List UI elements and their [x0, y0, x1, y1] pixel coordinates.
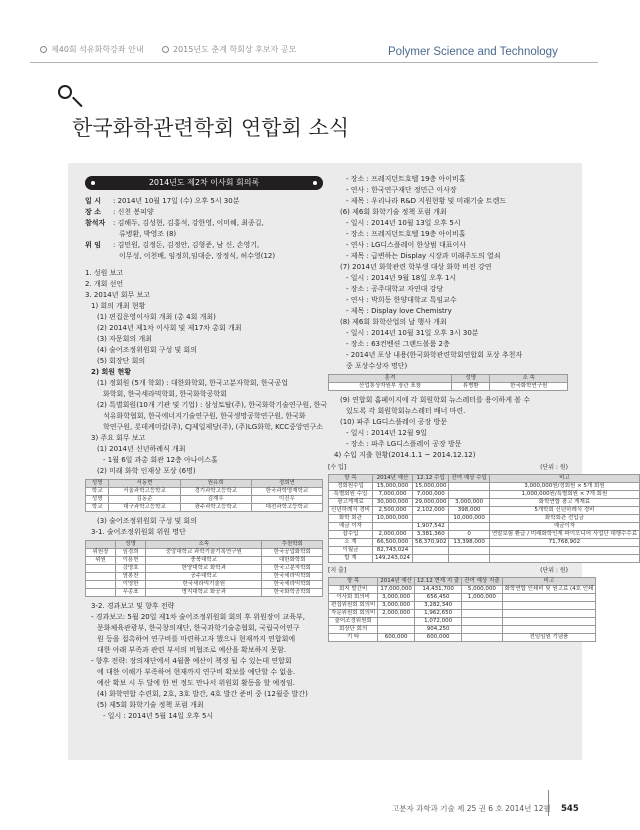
table-cell: 특별회원 수입 — [329, 491, 373, 499]
table-cell: 1,962,650 — [414, 610, 461, 618]
table-header-cell: 추천학회 — [262, 541, 323, 549]
agenda-list-2 — [85, 516, 323, 538]
table-header-cell: 서동현 — [109, 480, 180, 488]
text-line: - 일시 : 2014년 10월 13일 오후 5시 — [346, 219, 461, 227]
banner-dot-icon — [313, 181, 317, 185]
table-cell: 2,102,000 — [412, 507, 449, 515]
table-cell: 술어조정위원회 — [329, 618, 378, 626]
text-line: (5) 제5회 화학기술 정책 포럼 개최 — [97, 701, 204, 709]
table-row — [329, 539, 640, 547]
table-cell: 임경희 — [116, 549, 146, 557]
table-cell: 149,243,024 — [372, 555, 412, 563]
text-line: - 장소 : 공주대학교 자연대 강당 — [346, 285, 444, 293]
table-cell: 656,450 — [414, 594, 461, 602]
table-row — [329, 491, 640, 499]
table-cell — [86, 581, 116, 589]
table-cell: 회지 발간비 — [329, 586, 378, 594]
table-cell: 학교 — [86, 488, 109, 496]
award-table — [85, 479, 323, 512]
table-cell: 성명 — [86, 496, 109, 504]
table-cell: 71,768,902 — [489, 539, 639, 547]
text-line: (9) 연합회 홈페이지에 각 회원학회 뉴스레터를 용이하게 볼 수 — [340, 396, 531, 404]
table-cell: 0 — [449, 531, 489, 539]
meeting-date: 일 시 : 2014년 10월 17일 (수) 오후 5시 30분 — [85, 197, 240, 205]
text-line: 1) 회의 개최 현황 — [91, 302, 146, 310]
meeting-banner: 2014년도 제2차 이사회 회의록 — [85, 176, 323, 190]
table-row — [86, 573, 323, 581]
table-header-cell: 훈격 — [329, 375, 452, 383]
banner-dot-icon — [91, 181, 95, 185]
table-row — [86, 488, 323, 496]
table-cell: 위원 — [86, 557, 116, 565]
text-line: (3) 술어조정위원회 구성 및 회의 — [97, 517, 197, 525]
table-cell: 1,000,000원/특별회원 × 7개 회원 — [489, 491, 639, 499]
text-line: - 장소 : 파주 LG디스플레이 공장 방문 — [346, 440, 462, 448]
table-cell: 한국세라믹학회 — [262, 581, 323, 589]
table-cell — [449, 555, 489, 563]
table-cell: 김재우 — [180, 496, 251, 504]
table-header-cell: 비고 — [502, 578, 596, 586]
text-line: (1) 2014년 신년하례식 개최 — [97, 445, 186, 453]
table-row — [329, 507, 640, 515]
table-header-cell — [86, 541, 116, 549]
text-line: - 제목 : 급변하는 Display 시장과 미래주도의 열쇠 — [346, 252, 501, 260]
table-cell: 산업통상자원부 장관 표창 — [329, 383, 452, 391]
magnifier-handle-icon — [72, 97, 83, 108]
table-cell: 한국화학연구원 — [490, 383, 568, 391]
text-line: (2) 2014년 제1차 이사회 및 제17차 총회 개최 — [97, 324, 242, 332]
table-cell: 30,000,000 — [372, 499, 412, 507]
text-line: - 장소 : 프레지던트호텔 19층 아이비홀 — [346, 175, 466, 183]
table-cell: 대전과학고등학교 — [251, 504, 322, 512]
table-row — [86, 581, 323, 589]
table-row — [329, 602, 596, 610]
table-cell: 398,000 — [449, 507, 489, 515]
text-line: - 제목 : 우리나라 R&D 지원현황 및 미래기술 트렌드 — [346, 197, 507, 205]
table-cell — [462, 634, 502, 642]
text-line: (4) 화학연합 수련회, 2호, 3호 발간, 4호 발간 준비 중 (12월중 발간) — [97, 690, 308, 698]
table-cell — [449, 523, 489, 531]
table-cell: 5,000,000 — [462, 586, 502, 594]
table-cell: 강영호 — [116, 565, 146, 573]
table-cell: 경기과학고등학교 — [180, 488, 251, 496]
table-row — [329, 594, 596, 602]
table-cell: 이진우 — [251, 496, 322, 504]
expense-caption: [지 출] (단위 : 원) — [328, 567, 568, 574]
text-line: 문화체육관광부, 한국창의재단, 한국과학기술총협회, 국립국어연구 — [97, 624, 300, 632]
text-line: - 2014년 포상 내용(한국화학관련학회연합회 포상 추천자 — [346, 351, 523, 359]
table-cell: 편집위원회 회의비 — [329, 602, 378, 610]
journal-issue: 고분자 과학과 기술 제 25 권 6 호 2014년 12월 — [392, 804, 551, 813]
text-line: (1) 정회원 (5개 학회) : 대한화학회, 한국고분자학회, 한국공업 — [97, 379, 288, 387]
table-header-cell: 잔여 예상 수입 — [449, 475, 489, 483]
circle-bullet-icon — [40, 46, 47, 53]
table-header-cell: 성명 — [451, 375, 489, 383]
table-cell: 화학회관 전입금 — [489, 515, 639, 523]
text-line: 예산 확보 시 두 달에 한 번 정도 만나서 위원회 활동을 할 예정임. — [97, 679, 295, 687]
table-cell: 7,000,000 — [412, 491, 449, 499]
table-cell: 이영한 — [116, 581, 146, 589]
table-cell — [378, 618, 415, 626]
table-cell: 광주과학고등학교 — [180, 504, 251, 512]
text-line: 학연구원, 롯데케미칼(주), CJ제일제당(주), (주)LG화학, KCC중앙연구소 — [103, 423, 323, 431]
table-cell: 한국세라믹학회 — [262, 573, 323, 581]
income-table — [328, 474, 640, 563]
table-row — [86, 589, 323, 597]
text-line: (2) 특별회원(10개 기관 및 기업) : 삼성토탈(주), 한국화학기술연구원, 한국 — [97, 401, 328, 409]
table-row — [329, 626, 596, 634]
table-cell: 이용헌 — [116, 557, 146, 565]
table-cell: 한국화학공학회 — [262, 589, 323, 597]
table-header-cell: 2014년 예산 — [372, 475, 412, 483]
meeting-proxies: 위 임 : 김민원, 김정돈, 김정안, 김형준, 남 신, 손영기, — [85, 241, 260, 249]
text-line: 있도록 각 회원학회뉴스레터 배너 마련. — [346, 407, 466, 415]
table-row — [329, 531, 640, 539]
circle-bullet-icon — [162, 46, 169, 53]
table-cell — [86, 565, 116, 573]
table-cell: 염봉찬 — [116, 573, 146, 581]
table-cell: 13,398,000 — [449, 539, 489, 547]
table-cell — [502, 610, 596, 618]
table-cell — [378, 626, 415, 634]
text-line: 3. 2014년 회무 보고 — [85, 291, 150, 299]
table-row — [329, 499, 640, 507]
table-cell: 600,000 — [378, 634, 415, 642]
table-cell: 한국고분자학회 — [262, 565, 323, 573]
table-header-cell: 2014년 예산 — [378, 578, 415, 586]
table-row — [86, 496, 323, 504]
table-cell: 예금 이자 — [329, 523, 373, 531]
table-cell: 자문위원회 회의비 — [329, 610, 378, 618]
text-line: - 연사 : LG디스플레이 한상범 대표이사 — [346, 241, 467, 249]
text-line: - 연사 : 박희동 한양대학교 특임교수 — [346, 296, 457, 304]
table-cell: 중앙대학교 과학기술기록연구원 — [146, 549, 262, 557]
text-line: 중 포상수상자 명단) — [346, 362, 408, 370]
text-line: 4) 수입 지출 현황(2014.1.1 ~ 2014.12.12) — [334, 451, 476, 459]
text-line: (3) 자문회의 개최 — [97, 335, 152, 343]
text-line: 대한 아래 부족과 관련 부서의 비협조로 예산을 확보하지 못함. — [97, 646, 287, 654]
table-row — [329, 523, 640, 531]
text-line: - 연사 : 한국연구재단 정민근 이사장 — [346, 186, 457, 194]
table-cell: 15,000,000 — [412, 483, 449, 491]
table-row — [329, 634, 596, 642]
expense-table — [328, 577, 596, 642]
magnifier-ring-icon — [58, 85, 72, 99]
text-line: (1) 편집운영이사회 개최 (총 4회 개최) — [97, 313, 216, 321]
text-line: - 일시 : 2014년 12월 9일 — [346, 429, 427, 437]
table-cell: 예금이자 — [489, 523, 639, 531]
table-cell: 7,000,000 — [372, 491, 412, 499]
text-line: 3-1. 술어조정위원회 위원 명단 — [91, 528, 186, 536]
table-header-cell: 12.12 수입 — [412, 475, 449, 483]
text-line: 3-2. 경과보고 및 향후 전략 — [91, 602, 175, 610]
text-line: (10) 파주 LG디스플레이 공장 방문 — [340, 418, 447, 426]
table-cell: 서울과학고등학교 — [109, 488, 180, 496]
journal-name: Polymer Science and Technology — [388, 46, 558, 58]
text-line: (7) 2014년 화학관련 학부생 대상 화학 비전 강연 — [340, 263, 492, 271]
table-cell: 대한화학회 — [262, 557, 323, 565]
text-line: - 일시 : 2014년 9월 18일 오후 1시 — [346, 274, 457, 282]
table-cell — [462, 618, 502, 626]
table-header-cell: 항 목 — [329, 578, 378, 586]
table-cell: 2,000,000 — [372, 531, 412, 539]
text-line: 석유화학협회, 한국에너지기술연구원, 한국생명공학연구원, 한국화 — [103, 412, 306, 420]
page-header — [0, 0, 619, 64]
table-cell: 학교 — [86, 504, 109, 512]
table-cell: 충북대학교 — [146, 557, 262, 565]
header-divider — [30, 62, 598, 63]
table-cell: 1,000,000 — [462, 594, 502, 602]
table-cell — [412, 547, 449, 555]
agenda-list-right — [328, 174, 568, 372]
table-cell: 회장단 회의 — [329, 626, 378, 634]
table-header-cell: 정희연 — [251, 480, 322, 488]
table-row — [329, 547, 640, 555]
table-cell: 류병환 — [451, 383, 489, 391]
meeting-attendees: 참석자 : 김해두, 김성현, 김홍석, 강한영, 이미혜, 최종길, — [85, 219, 264, 227]
table-cell — [449, 547, 489, 555]
table-cell: 10,000,000 — [449, 515, 489, 523]
table-cell — [489, 547, 639, 555]
table-cell: 17,000,000 — [378, 586, 415, 594]
table-cell: 58,370,902 — [412, 539, 449, 547]
table-cell — [86, 589, 116, 597]
table-row — [329, 383, 568, 391]
agenda-list — [85, 268, 328, 477]
table-cell — [462, 626, 502, 634]
table-cell: 14,431,700 — [414, 586, 461, 594]
table-cell: 합 계 — [329, 555, 373, 563]
table-row — [86, 549, 323, 557]
table-header-cell: 비고 — [489, 475, 639, 483]
table-cell: 정회원수입 — [329, 483, 373, 491]
table-cell — [502, 602, 596, 610]
table-cell — [462, 610, 502, 618]
table-header-cell: 원유희 — [180, 480, 251, 488]
text-line: 1. 성원 보고 — [85, 269, 124, 277]
table-cell — [86, 573, 116, 581]
breadcrumb-item[interactable]: 제40회 석유화학강좌 안내 — [40, 44, 144, 55]
text-line: - 장소 : 프레지던트호텔 19층 아이비홀 — [346, 230, 466, 238]
table-row — [329, 483, 640, 491]
table-cell: 3,000,000 — [378, 594, 415, 602]
text-line: (4) 술어조정위원회 구성 및 회의 — [97, 346, 197, 354]
text-line: - 장소 : 63컨벤션 그랜드볼룸 2층 — [346, 340, 450, 348]
text-line: (5) 회장단 회의 — [97, 357, 146, 365]
table-cell — [449, 491, 489, 499]
table-cell: 한국세라믹기술원 — [146, 581, 262, 589]
table-cell — [502, 618, 596, 626]
page-number: 545 — [560, 804, 579, 814]
text-line: 2. 개회 선언 — [85, 280, 124, 288]
right-column — [328, 174, 638, 646]
table-cell: 연말보험 환급 / 미래화학인재 파이오니어 사업단 대행수수료 — [489, 531, 639, 539]
text-line: - 일시 : 2014년 10월 31일 오후 3시 30분 — [346, 329, 479, 337]
agenda-list-3 — [85, 601, 323, 722]
table-cell: 화학연합 인쇄비 및 원고료 (4호 인쇄 — [502, 586, 596, 594]
meeting-place: 장 소 : 신천 봉피양 — [85, 208, 154, 216]
table-cell: 1,907,542 — [412, 523, 449, 531]
table-cell — [372, 523, 412, 531]
table-cell: 무종표 — [116, 589, 146, 597]
table-row — [86, 504, 323, 512]
table-cell: 위원장 — [86, 549, 116, 557]
table-cell: 한양대학교 화학과 — [146, 565, 262, 573]
table-cell: 한국과학영재학교 — [251, 488, 322, 496]
table-header-cell: 잔여 예상 지출 — [462, 578, 502, 586]
text-line: 에 대한 이해가 부족하여 현재까지 연구비 확보를 예단할 수 없음. — [97, 668, 296, 676]
table-header-cell: 소 속 — [490, 375, 568, 383]
text-line: - 향후 전략: 장의재단에서 4월쯤 예산이 책정 될 수 있는데 연합회 — [91, 657, 292, 665]
table-cell: 3,000,000 — [378, 602, 415, 610]
table-row — [86, 557, 323, 565]
table-cell: 2,000,000 — [378, 610, 415, 618]
text-line: - 1월 6일 과총 회관 12층 아나이스홀 — [103, 456, 218, 464]
table-cell: 김동준 — [109, 496, 180, 504]
table-cell: 공주대학교 — [146, 573, 262, 581]
table-row — [329, 610, 596, 618]
table-cell: 82,743,024 — [372, 547, 412, 555]
text-line: - 경과보고: 5월 20일 제1차 술어조정위원회 회의 후 위원장이 교육부, — [91, 613, 305, 621]
table-cell: 한국공업화학회 — [262, 549, 323, 557]
table-cell — [412, 515, 449, 523]
text-line: 3) 주요 회무 보고 — [91, 434, 146, 442]
table-row — [329, 515, 640, 523]
table-cell: 명지대학교 화공과 — [146, 589, 262, 597]
table-header-cell: 성명 — [116, 541, 146, 549]
table-cell: 600,000 — [414, 634, 461, 642]
page-footer — [392, 803, 579, 814]
left-column: 2014년도 제2차 이사회 회의록 일 시 : 2014년 10월 17일 (수) 오후 5시 30분 장 소 : 신천 봉피양 참석자 : 김해두, 김성현, 김홍석, 강한영, 이미혜, 최종길, 류병환, 박영조 (8) 위 임 : 김민원, 김정돈, 김정안, 김형준, 남 신, 손영기, 이무성, 이천배, 임정희,임대순, 장정식, 허수영(12) 1. 성원 보고 2. 개회 선언 3. 2014년 회무 보고 1) 회의 개최 현황 (1) 편집운영이사회 개최 (총 4회 개최) (2) 2014년 제1차 이사회 및 제17차 총회 개최 (3) 자문회의 개최 (4) 술어조정위원회 구성 및 회의 (5) 회장단 회의 2) 회원 현황 (1) 정회원 (5개 학회) : 대한화학회, 한국고분자학회, 한국공업 화학회, 한국세라믹학회, 한국화학공학회 (2) 특별회원(10개 기관 및 기업) : 삼성토탈(주), 한국화학기술연구원, 한국 석유화학협회, 한국에너지기술연구원, 한국생명공학연구원, 한국화 학연구원, 롯데케미칼(주), CJ제일제당(주), (주)LG화학, KCC중앙연구소 3) 주요 회무 보고 (1) 2014년 신년하례식 개최 - 1월 6일 과총 회관 12층 아나이스홀 (2) 미래 화학 인재상 포상 (6명) 성명 서동현 원유희 정희연 학교 서울과학고등학교 경기과학고등학교 한국과학영재학교 성명 김동준 김재우 이진우 학교 대구과학고등학교 광주과학고등학교 대전과학고등학교 (3) 술어조정위원회 구성 및 회의 3-1. 술어조정위원회 위원 명단 성명 소속 추천학회 위원장 임경희 중앙대학교 과학기술기록연구원 한국공업화학회 위원 이용헌 충북대학교 대한화학회 강영호 한양대학교 화학과 한국고분자학회 염봉찬 공주대학교 한국세라믹학회 이영한 한국세라믹기술원 한국세라믹학회 무종표 명지대학교 화공과 한국화학공학회 3-2. 경과보고 및 향후 전략 - 경과보고: 5월 20일 제1차 술어조정위원회 회의 후 위원장이 교육부, 문화체육관광부, 한국창의재단, 한국과학기술총협회, 국립국어연구 원 등을 접촉하여 연구비를 마련하고자 했으나 현재까지 연합회에 대한 아래 부족과 관련 부서의 비협조로 예산을 확보하지 못함. - 향후 전략: 장의재단에서 4월쯤 예산이 책정 될 수 있는데 연합회 에 대한 이해가 부족하여 현재까지 연구비 확보를 예단할 수 없음. 예산 확보 시 두 달에 한 번 정도 만나서 위원회 활동을 할 예정임. (4) 화학연합 수련회, 2호, 3호 발간, 4호 발간 준비 중 (12월중 발간) (5) 제5회 화학기술 정책 포럼 개최 - 일시 : 2014년 5월 14일 오후 5시 — [85, 178, 328, 720]
committee-table — [85, 540, 323, 597]
text-line: 2) 회원 현황 — [91, 368, 131, 376]
prize-table — [328, 374, 568, 391]
table-cell: 15,000,000 — [372, 483, 412, 491]
table-cell — [449, 483, 489, 491]
table-header-cell: 항 목 — [329, 475, 373, 483]
text-line: - 일시 : 2014년 5월 14일 오후 5시 — [103, 712, 214, 720]
text-line: 원 등을 접촉하여 연구비를 마련하고자 했으나 현재까지 연합회에 — [97, 635, 296, 643]
table-cell: 신년하례식 경비 — [329, 507, 373, 515]
table-cell — [489, 555, 639, 563]
table-cell: 3,000,000 — [449, 499, 489, 507]
table-cell: 대구과학고등학교 — [109, 504, 180, 512]
table-cell: 29,000,000 — [412, 499, 449, 507]
table-header-cell: 12.12 현재 지 출 — [414, 578, 461, 586]
text-line: (8) 제6회 화학산업의 날 행사 개최 — [340, 318, 447, 326]
table-cell: 904,250 — [414, 626, 461, 634]
text-line: 화학회, 한국세라믹학회, 한국화학공학회 — [103, 390, 227, 398]
table-cell: 이월금 — [329, 547, 373, 555]
text-line: (2) 미래 화학 인재상 포상 (6명) — [97, 467, 196, 475]
text-line: - 제목 : Display love Chemistry — [346, 307, 452, 315]
table-cell — [502, 594, 596, 602]
table-cell: 이사회 회의비 — [329, 594, 378, 602]
table-header-cell: 성명 — [86, 480, 109, 488]
table-cell: 5개학회 신년하례식 경비 — [489, 507, 639, 515]
table-cell: 화학 회관 — [329, 515, 373, 523]
breadcrumb-item[interactable]: 2015년도 춘계 학회상 후보자 공모 — [162, 44, 296, 55]
table-cell: 3,000,000원/정회원 × 5개 회원 — [489, 483, 639, 491]
text-line: (6) 제6회 화학기술 정책 포럼 개최 — [340, 208, 447, 216]
table-cell: 잡수입 — [329, 531, 373, 539]
table-cell — [502, 626, 596, 634]
table-cell: 3,381,360 — [412, 531, 449, 539]
table-row — [329, 586, 596, 594]
table-row — [86, 565, 323, 573]
table-cell: 66,500,000 — [372, 539, 412, 547]
table-cell — [462, 602, 502, 610]
table-cell: 2,500,000 — [372, 507, 412, 515]
table-cell: 기 타 — [329, 634, 378, 642]
table-cell: 전임임원 기념품 — [502, 634, 596, 642]
table-cell — [412, 555, 449, 563]
table-row — [329, 618, 596, 626]
table-cell: 10,000,000 — [372, 515, 412, 523]
table-cell: 3,282,340 — [414, 602, 461, 610]
table-cell: 광고게재료 — [329, 499, 373, 507]
income-caption: [수 입] (단위 : 원) — [328, 464, 568, 471]
table-cell: 소 계 — [329, 539, 373, 547]
agenda-list-right-2 — [328, 395, 568, 461]
table-cell: 1,072,000 — [414, 618, 461, 626]
table-cell: 화학연합 광고 게재료 — [489, 499, 639, 507]
table-header-cell: 소속 — [146, 541, 262, 549]
page-title: 한국화학관련학회 연합회 소식 — [72, 116, 350, 140]
table-row — [329, 555, 640, 563]
